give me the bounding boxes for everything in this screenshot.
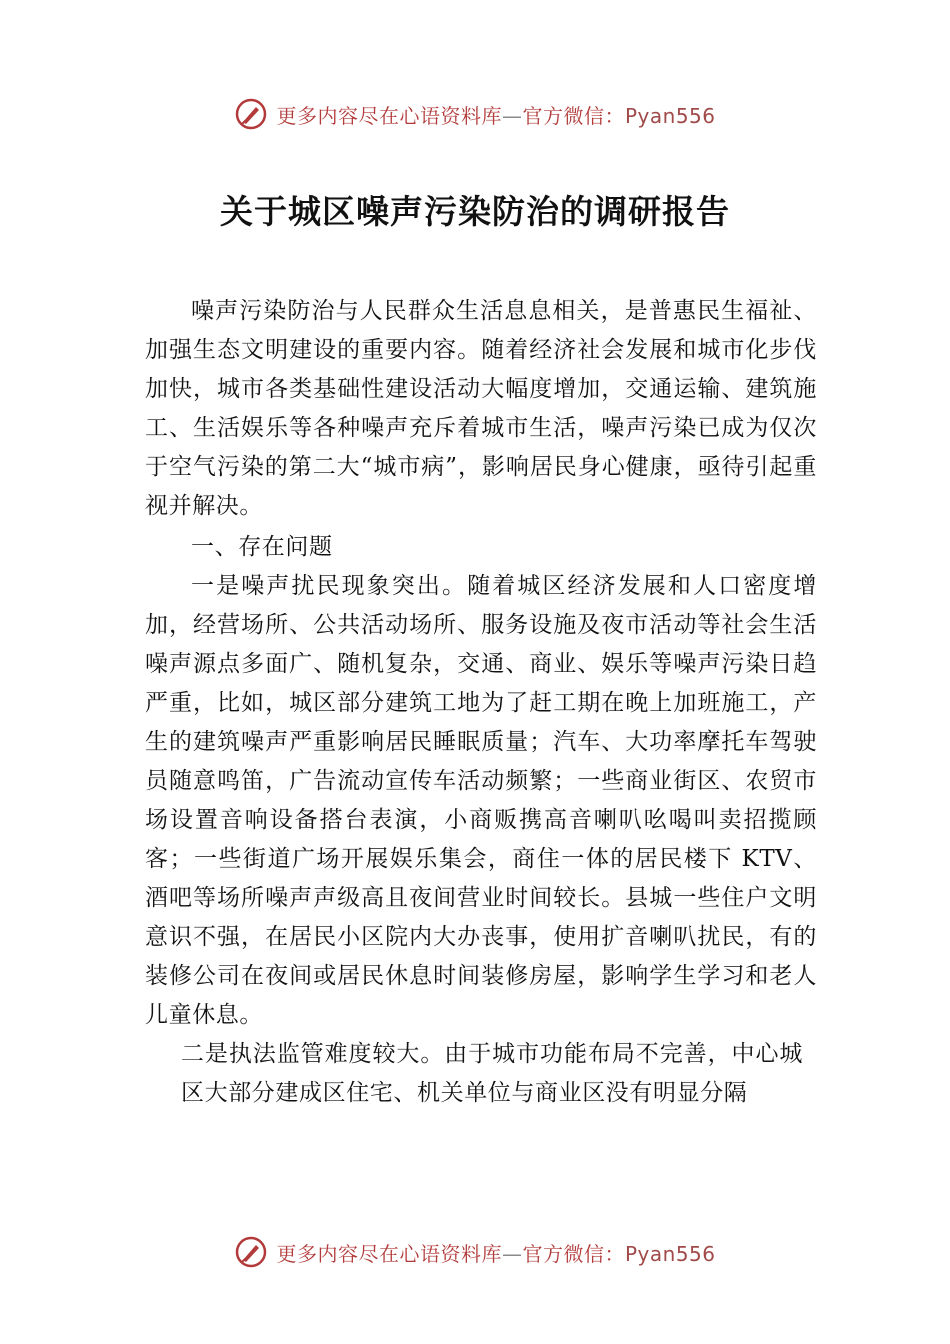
point-two-paragraph: 二是执法监管难度较大。由于城市功能布局不完善，中心城区大部分建成区住宅、机关单位与商业区没有明显分隔 xyxy=(181,1041,803,1106)
section-heading: 一、存在问题 xyxy=(191,534,333,560)
watermark-handle: Pyan556 xyxy=(624,103,716,128)
document-body xyxy=(145,292,817,1113)
watermark-text xyxy=(276,100,715,129)
watermark-slogan: 更多内容尽在心语资料库 xyxy=(276,1241,502,1266)
watermark-separator: — xyxy=(501,103,523,128)
point-one-paragraph: 一是噪声扰民现象突出。随着城区经济发展和人口密度增加，经营场所、公共活动场所、服务设施及夜市活动等社会生活噪声源点多面广、随机复杂，交通、商业、娱乐等噪声污染日趋严重，比如，城区部分建筑工地为了赶工期在晚上加班施工，产生的建筑噪声严重影响居民睡眠质量；汽车、大功率摩托车驾驶员随意鸣笛，广告流动宣传车活动频繁；一些商业街区、农贸市场设置音响设备搭台表演，小商贩携高音喇叭吆喝叫卖招揽顾客；一些街道广场开展娱乐集会，商住一体的居民楼下 KTV、酒吧等场所噪声声级高且夜间营业时间较长。县城一些住户文明意识不强，在居民小区院内大办丧事，使用扩音喇叭扰民，有的装修公司在夜间或居民休息时间装修房屋，影响学生学习和老人儿童休息。 xyxy=(145,573,817,1028)
watermark-separator: — xyxy=(501,1241,523,1266)
pen-logo-icon xyxy=(234,97,268,131)
watermark-text xyxy=(276,1238,715,1267)
watermark-handle: Pyan556 xyxy=(624,1241,716,1266)
header-watermark xyxy=(0,94,950,134)
document-title: 关于城区噪声污染防治的调研报告 xyxy=(220,192,730,231)
watermark-label: 官方微信： xyxy=(522,1241,625,1266)
watermark-slogan: 更多内容尽在心语资料库 xyxy=(276,103,502,128)
watermark-label: 官方微信： xyxy=(522,103,625,128)
footer-watermark xyxy=(0,1232,950,1272)
intro-paragraph: 噪声污染防治与人民群众生活息息相关，是普惠民生福祉、加强生态文明建设的重要内容。随着经济社会发展和城市化步伐加快，城市各类基础性建设活动大幅度增加，交通运输、建筑施工、生活娱乐等各种噪声充斥着城市生活，噪声污染已成为仅次于空气污染的第二大“城市病”，影响居民身心健康，亟待引起重视并解决。 xyxy=(145,298,817,519)
pen-logo-icon xyxy=(234,1235,268,1269)
